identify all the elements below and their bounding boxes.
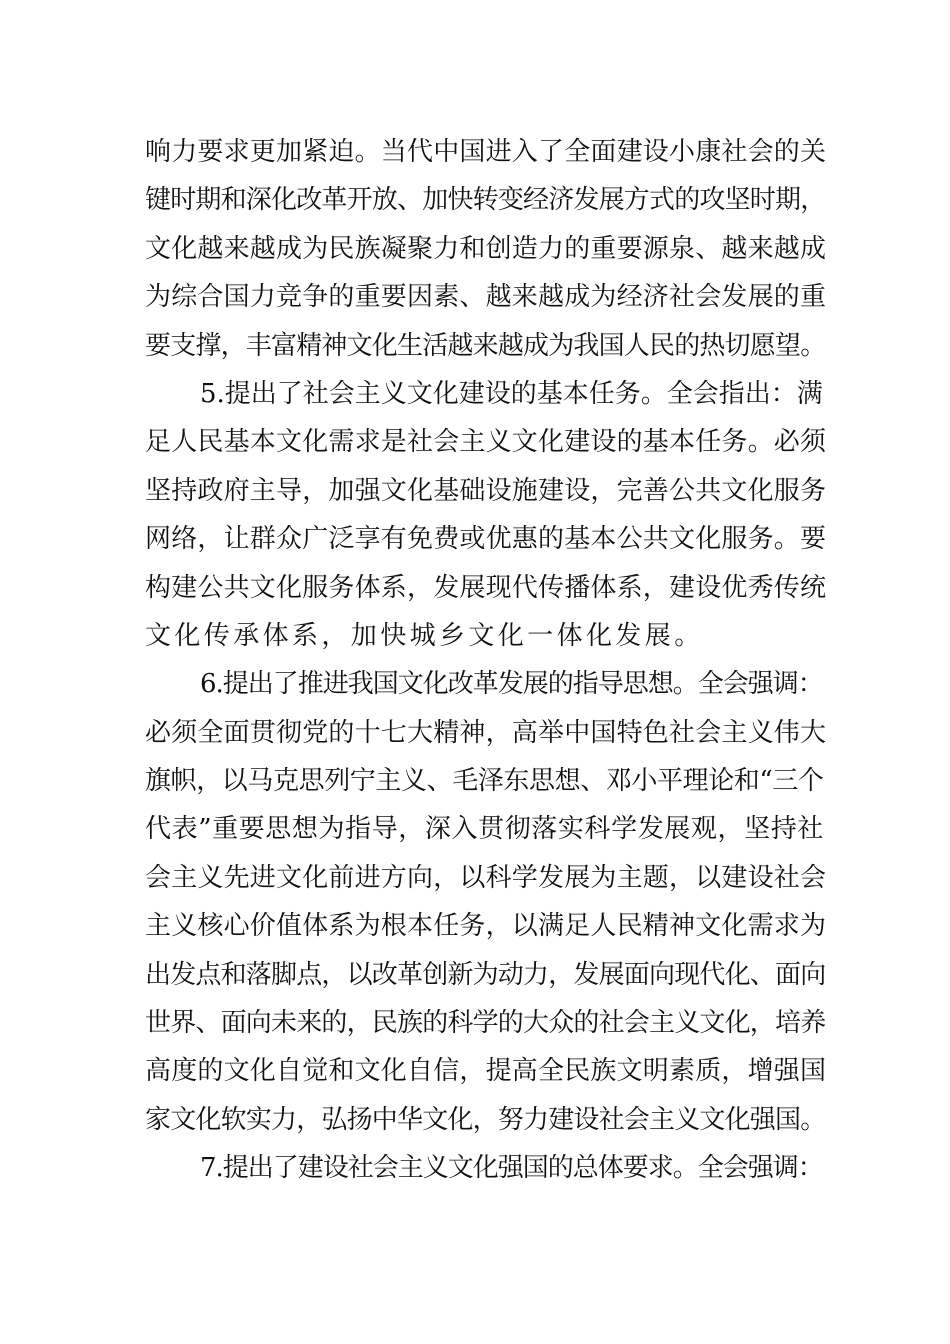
- text-line: 旗帜，以马克思列宁主义、毛泽东思想、邓小平理论和“三个: [145, 766, 824, 797]
- text-line: 高度的文化自觉和文化自信，提高全民族文明素质，增强国: [145, 1056, 827, 1087]
- text-line: 代表”重要思想为指导，深入贯彻落实科学发展观，坚持社: [145, 814, 824, 845]
- text-line: 文化传承体系，加快城乡文化一体化发展。: [145, 620, 704, 651]
- text-line: 会主义先进文化前进方向，以科学发展为主题，以建设社会: [145, 862, 827, 893]
- text-line: 构建公共文化服务体系，发展现代传播体系，建设优秀传统: [145, 572, 827, 603]
- text-line: 足人民基本文化需求是社会主义文化建设的基本任务。必须: [145, 427, 827, 458]
- text-line: 要支撑，丰富精神文化生活越来越成为我国人民的热切愿望。: [145, 330, 826, 361]
- text-line: 主义核心价值体系为根本任务，以满足人民精神文化需求为: [145, 911, 827, 942]
- body-text: [145, 128, 825, 1193]
- section-7-heading-line: 7.提出了建设社会主义文化强国的总体要求。全会强调：: [200, 1153, 823, 1184]
- text-line: 家文化软实力，弘扬中华文化，努力建设社会主义文化强国。: [145, 1104, 826, 1135]
- text-line: 键时期和深化改革开放、加快转变经济发展方式的攻坚时期，: [145, 185, 826, 216]
- text-line: 为综合国力竞争的重要因素、越来越成为经济社会发展的重: [145, 282, 827, 313]
- section-6-heading-line: 6.提出了推进我国文化改革发展的指导思想。全会强调：: [200, 669, 823, 700]
- text-line: 坚持政府主导，加强文化基础设施建设，完善公共文化服务: [145, 475, 827, 506]
- text-line: 出发点和落脚点，以改革创新为动力，发展面向现代化、面向: [145, 959, 826, 990]
- text-line: 文化越来越成为民族凝聚力和创造力的重要源泉、越来越成: [145, 233, 827, 264]
- text-line: 网络，让群众广泛享有免费或优惠的基本公共文化服务。要: [145, 524, 827, 555]
- section-5-heading-line: 5.提出了社会主义文化建设的基本任务。全会指出：满: [200, 378, 823, 409]
- text-line: 必须全面贯彻党的十七大精神，高举中国特色社会主义伟大: [145, 717, 827, 748]
- text-line: 世界、面向未来的，民族的科学的大众的社会主义文化，培养: [145, 1008, 826, 1039]
- text-line: 响力要求更加紧迫。当代中国进入了全面建设小康社会的关: [145, 137, 827, 167]
